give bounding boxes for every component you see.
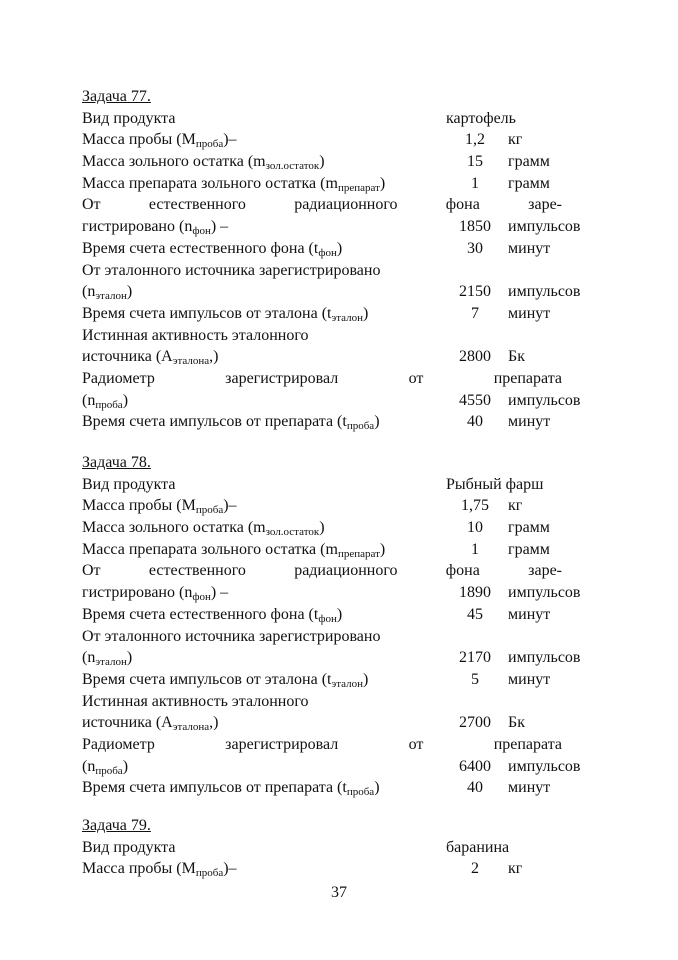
param-label: Масса зольного остатка $(m_{зол.остаток})$ — [82, 519, 325, 539]
param-text: Истинная активность эталонного — [82, 692, 309, 710]
param-unit: грамм — [508, 540, 550, 558]
param-row-standard-time — [82, 669, 602, 691]
product-value: баранина — [446, 838, 510, 856]
param-unit: импульсов — [508, 584, 581, 602]
param-label: Масса пробы $(M_{проба})-$ — [82, 860, 237, 880]
param-value: 1 — [471, 174, 479, 192]
param-value: 2170 — [459, 649, 491, 667]
param-value: 1,75 — [461, 497, 489, 515]
param-unit: кг — [508, 131, 523, 149]
param-unit: минут — [508, 413, 551, 431]
param-label: Время счета импульсов от эталона $(t_{эталон})$ — [82, 304, 369, 324]
param-row-prep-mass — [82, 173, 602, 195]
param-label: $(n_{эталон})$ — [82, 649, 133, 669]
param-row-standard-time — [82, 303, 602, 325]
param-row-mass — [82, 129, 602, 151]
param-text: Истинная активность эталонного — [82, 326, 309, 344]
product-value: Рыбный фарш — [446, 475, 544, 493]
param-unit: импульсов — [508, 649, 581, 667]
param-row-sample — [82, 390, 602, 412]
product-label: Вид продукта — [82, 475, 176, 493]
task-title: Задача 78. — [82, 454, 151, 471]
param-label: Масса препарата зольного остатка $(m_{препарат})$ — [82, 540, 386, 560]
param-unit: импульсов — [508, 218, 581, 236]
param-row-standard — [82, 647, 602, 669]
param-unit: импульсов — [508, 283, 581, 301]
param-label: Время счета естественного фона $(t_{фон})$ — [82, 239, 343, 259]
param-row-ash-mass — [82, 151, 602, 173]
param-label: Масса препарата зольного остатка $(m_{препарат})$ — [82, 174, 386, 194]
param-label: $(n_{эталон})$ — [82, 283, 133, 303]
param-unit: импульсов — [508, 391, 581, 409]
param-value: 2150 — [459, 283, 491, 301]
param-value: 10 — [467, 519, 483, 537]
task-title: Задача 79. — [82, 817, 151, 834]
param-label: Масса пробы $(M_{проба})-$ — [82, 131, 237, 151]
product-label: Вид продукта — [82, 109, 176, 127]
param-unit: минут — [508, 304, 551, 322]
param-row-ash-mass — [82, 517, 602, 539]
param-text: Радиометр зарегистрировал от препарата — [82, 735, 562, 753]
param-unit: грамм — [508, 519, 550, 537]
param-unit: кг — [508, 497, 523, 515]
param-row-activity — [82, 712, 602, 734]
param-unit: кг — [508, 860, 523, 878]
param-value: 1850 — [459, 218, 491, 236]
param-unit: Бк — [508, 348, 525, 366]
param-value: 15 — [467, 153, 483, 171]
param-row-standard — [82, 281, 602, 303]
param-value: 1,2 — [465, 131, 485, 149]
param-label: Время счета импульсов от эталона $(t_{эталон})$ — [82, 670, 369, 690]
param-value: 2700 — [459, 714, 491, 732]
product-label: Вид продукта — [82, 838, 176, 856]
param-value: 5 — [471, 670, 479, 688]
task-78 — [82, 452, 602, 799]
param-label: Время счета импульсов от препарата $(t_{проба})$ — [82, 779, 380, 799]
param-value: 1890 — [459, 584, 491, 602]
param-text: От эталонного источника зарегистрировано — [82, 627, 381, 645]
param-label: Время счета импульсов от препарата $(t_{проба})$ — [82, 413, 380, 433]
param-unit: минут — [508, 670, 551, 688]
product-value: картофель — [446, 109, 516, 127]
param-row-activity — [82, 346, 602, 368]
task-title: Задача 77. — [82, 88, 151, 105]
param-label: $(n_{проба})$ — [82, 391, 129, 411]
param-value: 40 — [467, 779, 483, 797]
page-number: 37 — [331, 884, 347, 901]
param-unit: грамм — [508, 174, 550, 192]
param-row-background — [82, 582, 602, 604]
param-value: 1 — [471, 540, 479, 558]
param-text: От естественного радиационного фона заре- — [82, 196, 562, 214]
param-row-prep-mass — [82, 539, 602, 561]
task-79 — [82, 815, 602, 880]
param-unit: минут — [508, 239, 551, 257]
param-value: 4550 — [459, 391, 491, 409]
param-row-background-time — [82, 238, 602, 260]
param-row-mass — [82, 495, 602, 517]
param-label: Время счета естественного фона $(t_{фон})$ — [82, 605, 343, 625]
param-label: источника $(A_{эталона},)$ — [82, 348, 219, 368]
param-row-sample-time — [82, 411, 602, 433]
param-value: 7 — [471, 304, 479, 322]
param-row-background-time — [82, 604, 602, 626]
param-unit: грамм — [508, 153, 550, 171]
param-text: От естественного радиационного фона заре- — [82, 562, 562, 580]
param-label: гистрировано $(n_{фон})$ – — [82, 218, 229, 238]
param-unit: импульсов — [508, 757, 581, 775]
param-unit: Бк — [508, 714, 525, 732]
param-label: источника $(A_{эталона},)$ — [82, 714, 219, 734]
param-unit: минут — [508, 779, 551, 797]
param-unit: минут — [508, 605, 551, 623]
param-value: 40 — [467, 413, 483, 431]
task-77 — [82, 86, 602, 433]
param-value: 2 — [471, 860, 479, 878]
param-text: От эталонного источника зарегистрировано — [82, 261, 381, 279]
param-value: 6400 — [459, 757, 491, 775]
param-label: Масса зольного остатка $(m_{зол.остаток})$ — [82, 153, 325, 173]
param-row-background — [82, 216, 602, 238]
param-value: 45 — [467, 605, 483, 623]
param-row-sample-time — [82, 777, 602, 799]
param-label: Масса пробы $(M_{проба})-$ — [82, 497, 237, 517]
param-text: Радиометр зарегистрировал от препарата — [82, 369, 562, 387]
param-row-mass — [82, 858, 602, 880]
param-label: $(n_{проба})$ — [82, 757, 129, 777]
param-value: 30 — [467, 239, 483, 257]
param-row-sample — [82, 756, 602, 778]
param-label: гистрировано $(n_{фон})$ – — [82, 584, 229, 604]
param-value: 2800 — [459, 348, 491, 366]
